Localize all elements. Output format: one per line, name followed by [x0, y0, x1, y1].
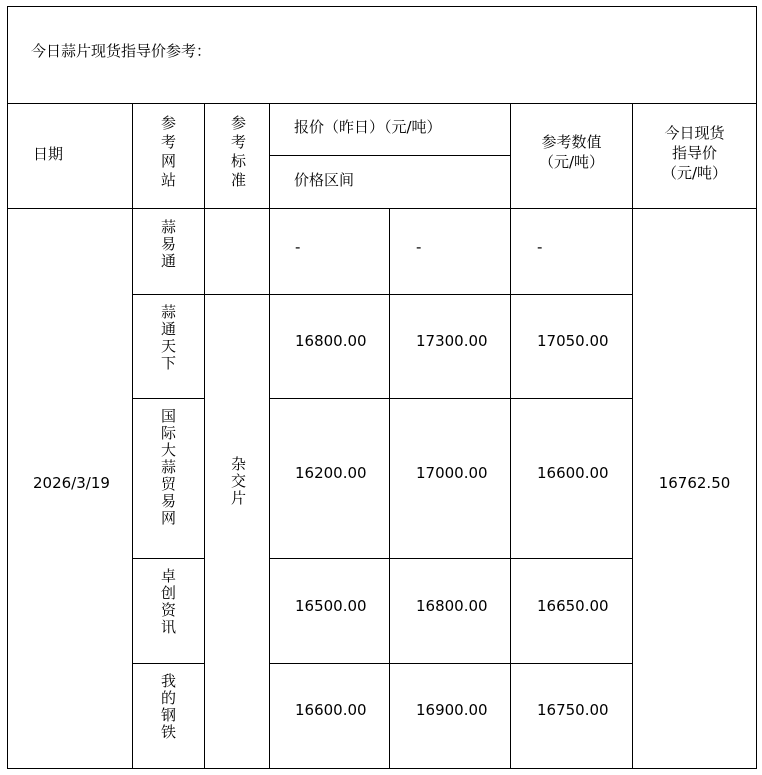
col-divider-5	[510, 103, 511, 769]
price-low: -	[295, 238, 301, 256]
today-price-cell: 16762.50	[658, 474, 731, 492]
header-today-line2: 指导价	[671, 144, 717, 162]
row-divider-4	[132, 663, 205, 664]
price-high: 16800.00	[416, 597, 488, 615]
header-ref-line1: 参考数值	[541, 133, 602, 151]
row-divider-3b	[269, 558, 633, 559]
price-high: 17000.00	[416, 464, 488, 482]
site-name: 蒜通天下	[159, 304, 177, 372]
table-border-bottom	[7, 768, 757, 769]
row-divider-1b	[132, 294, 205, 295]
price-ref: 16650.00	[537, 597, 609, 615]
row-divider-2	[132, 398, 205, 399]
price-ref: -	[537, 238, 543, 256]
title-divider	[7, 103, 757, 104]
price-ref: 17050.00	[537, 332, 609, 350]
standard-cell-text: 杂交片	[229, 456, 247, 507]
price-low: 16500.00	[295, 597, 367, 615]
site-cell	[158, 304, 178, 372]
price-low: 16200.00	[295, 464, 367, 482]
site-name: 蒜易通	[159, 219, 177, 270]
header-range: 价格区间	[294, 171, 355, 189]
header-today-line3: （元/吨）	[661, 164, 728, 182]
row-divider-4b	[269, 663, 633, 664]
header-today	[633, 123, 756, 183]
col-divider-2	[204, 103, 205, 769]
price-high: 17300.00	[416, 332, 488, 350]
table-title: 今日蒜片现货指导价参考：	[31, 42, 212, 60]
row-divider-1c	[269, 294, 633, 295]
site-cell	[158, 673, 178, 741]
price-high: -	[416, 238, 422, 256]
header-date: 日期	[33, 145, 64, 163]
table-border-right	[756, 6, 757, 769]
header-standard	[228, 115, 248, 191]
site-cell	[158, 568, 178, 636]
header-standard-text: 参考标准	[229, 115, 247, 191]
standard-cell	[228, 456, 248, 507]
header-today-line1: 今日现货	[664, 124, 725, 142]
header-ref	[511, 132, 632, 172]
site-name: 我的钢铁	[159, 673, 177, 741]
col-divider-4	[389, 208, 390, 769]
col-divider-3	[269, 103, 270, 769]
date-cell: 2026/3/19	[33, 474, 110, 492]
site-name: 国际大蒜贸易网	[159, 408, 177, 527]
header-site-text: 参考网站	[159, 115, 177, 191]
header-divider	[7, 208, 757, 209]
quote-subheader-divider	[269, 155, 511, 156]
price-high: 16900.00	[416, 701, 488, 719]
col-divider-6	[632, 103, 633, 769]
site-cell	[158, 219, 178, 270]
col-divider-1	[132, 103, 133, 769]
price-low: 16800.00	[295, 332, 367, 350]
header-ref-line2: （元/吨）	[538, 153, 605, 171]
table-border-top	[7, 6, 757, 7]
header-site	[158, 115, 178, 191]
row-divider-3	[132, 558, 205, 559]
header-quote: 报价（昨日）（元/吨）	[294, 118, 442, 136]
price-low: 16600.00	[295, 701, 367, 719]
price-ref: 16600.00	[537, 464, 609, 482]
site-cell	[158, 408, 178, 527]
table-border-left	[7, 6, 8, 769]
price-ref: 16750.00	[537, 701, 609, 719]
site-name: 卓创资讯	[159, 568, 177, 636]
row-divider-2b	[269, 398, 633, 399]
